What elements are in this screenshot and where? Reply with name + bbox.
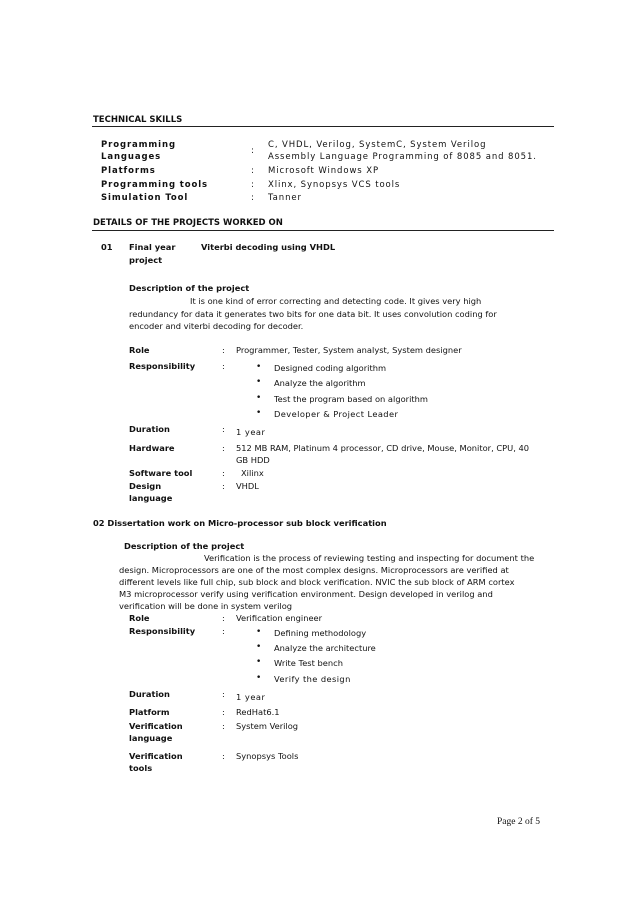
bullet-icon: • (256, 642, 262, 652)
skill-label: Programming tools (101, 180, 209, 190)
list-item: Analyze the algorithm (274, 378, 366, 388)
field-value: 512 MB RAM, Platinum 4 processor, CD drive, Mouse, Monitor, CPU, 40 (236, 443, 530, 453)
list-item: Developer & Project Leader (274, 409, 399, 419)
description-line: different levels like full chip, sub block and block verification. NVIC the sub block of ARM cortex (119, 577, 515, 587)
skill-value: Tanner (268, 193, 302, 203)
bullet-icon: • (256, 393, 262, 403)
description-line: verification will be done in system verilog (119, 601, 293, 611)
field-separator: : (222, 468, 225, 478)
skill-separator: : (251, 193, 255, 203)
field-value: 1 year (236, 427, 266, 437)
description-line: design. Microprocessors are one of the most complex designs. Microprocessors are verified at (119, 565, 509, 575)
section-rule (92, 230, 554, 231)
skill-value: Xlinx, Synopsys VCS tools (268, 180, 401, 190)
list-item: Designed coding algorithm (274, 363, 387, 373)
field-label: Responsibility (129, 626, 196, 636)
field-separator: : (222, 361, 225, 371)
section-rule (92, 126, 554, 127)
description-line: redundancy for data it generates two bits for one data bit. It uses convolution coding for (129, 309, 497, 319)
field-value: Synopsys Tools (236, 751, 299, 761)
field-separator: : (222, 721, 225, 731)
bullet-icon: • (256, 362, 262, 372)
field-value: 1 year (236, 692, 266, 702)
list-item: Write Test bench (274, 658, 343, 668)
skill-label: Languages (101, 152, 162, 162)
field-separator: : (222, 751, 225, 761)
field-value: VHDL (236, 481, 259, 491)
skill-value: Microsoft Windows XP (268, 166, 379, 176)
skill-separator: : (251, 180, 255, 190)
description-heading: Description of the project (129, 283, 250, 293)
description-line: M3 microprocessor verify using verification environment. Design developed in verilog and (119, 589, 493, 599)
field-label: language (129, 493, 173, 503)
field-label: Hardware (129, 443, 175, 453)
field-label: Software tool (129, 468, 193, 478)
skill-separator: : (251, 146, 255, 156)
skill-label: Simulation Tool (101, 193, 189, 203)
bullet-icon: • (256, 377, 262, 387)
field-separator: : (222, 424, 225, 434)
list-item: Verify the design (274, 674, 351, 684)
description-heading: Description of the project (124, 541, 245, 551)
field-label: tools (129, 763, 153, 773)
project-heading: 02 Dissertation work on Micro-processor sub block verification (93, 518, 387, 528)
bullet-icon: • (256, 657, 262, 667)
field-label: Design (129, 481, 162, 491)
field-separator: : (222, 689, 225, 699)
field-value: Programmer, Tester, System analyst, System designer (236, 345, 462, 355)
bullet-icon: • (256, 627, 262, 637)
skill-value: Assembly Language Programming of 8085 and 8051. (268, 152, 537, 162)
field-value: GB HDD (236, 455, 270, 465)
page-number: Page 2 of 5 (497, 817, 541, 827)
field-label: Verification (129, 751, 183, 761)
skill-label: Platforms (101, 166, 156, 176)
project-title: Viterbi decoding using VHDL (201, 242, 336, 252)
field-label: Duration (129, 424, 170, 434)
field-separator: : (222, 626, 225, 636)
field-label: Responsibility (129, 361, 196, 371)
section-heading-technical-skills: TECHNICAL SKILLS (93, 115, 183, 125)
field-separator: : (222, 707, 225, 717)
project-type: project (129, 255, 163, 265)
field-label: Role (129, 613, 150, 623)
field-label: Platform (129, 707, 170, 717)
list-item: Test the program based on algorithm (274, 394, 428, 404)
field-separator: : (222, 481, 225, 491)
description-line: Verification is the process of reviewing testing and inspecting for document the (204, 553, 535, 563)
field-value: Xilinx (241, 468, 264, 478)
skill-value: C, VHDL, Verilog, SystemC, System Verilog (268, 140, 487, 150)
list-item: Defining methodology (274, 628, 367, 638)
project-type: Final year (129, 242, 176, 252)
field-label: language (129, 733, 173, 743)
project-number: 01 (101, 242, 113, 252)
field-value: Verification engineer (236, 613, 323, 623)
skill-label: Programming (101, 140, 176, 150)
field-label: Verification (129, 721, 183, 731)
field-separator: : (222, 345, 225, 355)
field-label: Role (129, 345, 150, 355)
list-item: Analyze the architecture (274, 643, 376, 653)
field-label: Duration (129, 689, 170, 699)
description-line: It is one kind of error correcting and detecting code. It gives very high (190, 296, 482, 306)
section-heading-projects: DETAILS OF THE PROJECTS WORKED ON (93, 218, 283, 228)
skill-separator: : (251, 166, 255, 176)
bullet-icon: • (256, 673, 262, 683)
bullet-icon: • (256, 408, 262, 418)
field-value: System Verilog (236, 721, 299, 731)
field-value: RedHat6.1 (236, 707, 280, 717)
field-separator: : (222, 443, 225, 453)
description-line: encoder and viterbi decoding for decoder. (129, 321, 304, 331)
field-separator: : (222, 613, 225, 623)
